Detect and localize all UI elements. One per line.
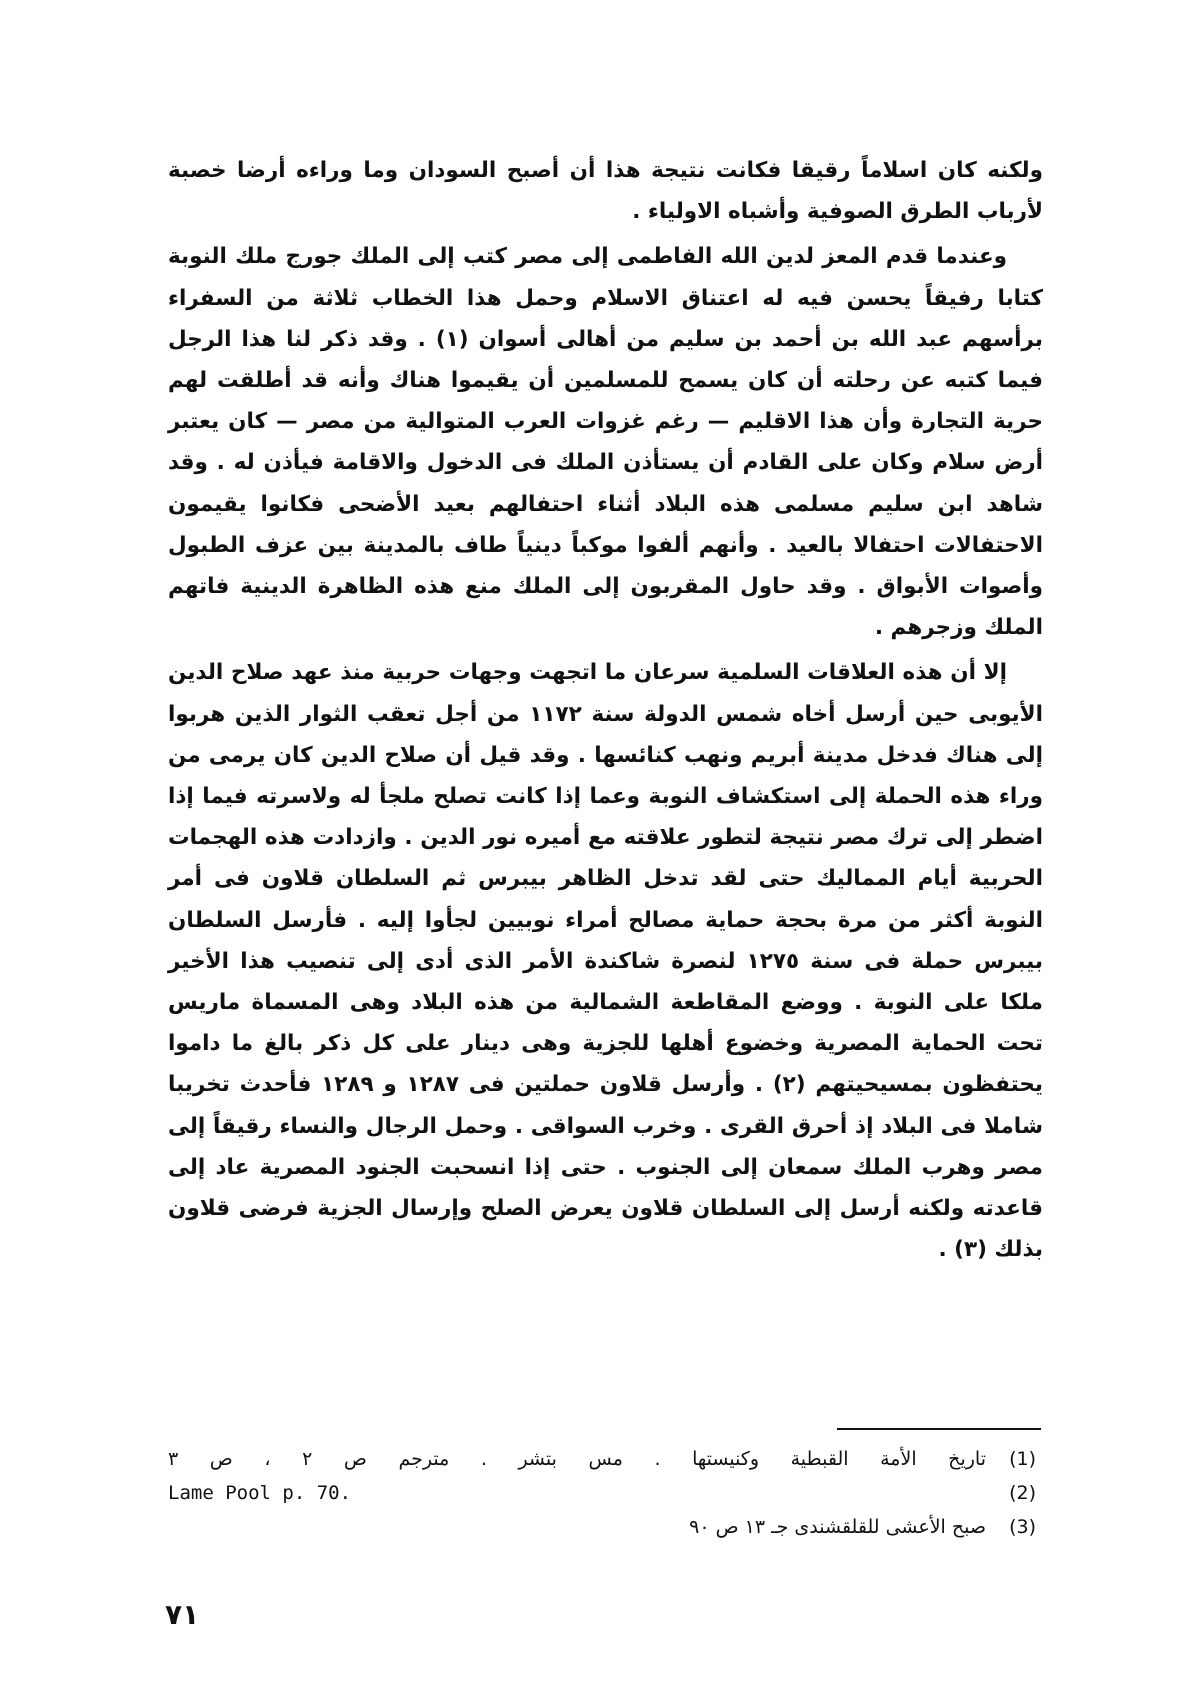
main-text [168,150,1043,1270]
footnote-text: Lame Pool p. 70. [168,1482,352,1504]
footnote [168,1510,1036,1544]
footnote [168,1476,1036,1510]
footnote-number: (3) [1009,1516,1036,1538]
footnote [168,1442,1036,1476]
paragraph: إلا أن هذه العلاقات السلمية سرعان ما اتجهت وجهات حربية منذ عهد صلاح الدين الأيوبى حين أرسل أخاه شمس الدولة سنة ١١٧٢ من أجل تعقب الثوار الذين هربوا إلى هناك فدخل مدينة أبريم ونهب كنائسها . وقد قيل أن صلاح الدين كان يرمى من وراء هذه الحملة إلى استكشاف النوبة وعما إذا كانت تصلح ملجأ له ولاسرته فيما إذا اضطر إلى ترك مصر نتيجة لتطور علاقته مع أميره نور الدين . وازدادت هذه الهجمات الحربية أيام المماليك حتى لقد تدخل الظاهر بيبرس ثم السلطان قلاون فى أمر النوبة أكثر من مرة بحجة حماية مصالح أمراء نوبيين لجأوا إليه . فأرسل السلطان بيبرس حملة فى سنة ١٢٧٥ لنصرة شاكندة الأمر الذى أدى إلى تنصيب هذا الأخير ملكا على النوبة . ووضع المقاطعة الشمالية من هذه البلاد وهى المسماة ماريس تحت الحماية المصرية وخضوع أهلها للجزية وهى دينار على كل ذكر بالغ ما داموا يحتفظون بمسيحيتهم (٢) . وأرسل قلاون حملتين فى ١٢٨٧ و ١٢٨٩ فأحدث تخريبا شاملا فى البلاد إذ أحرق القرى . وخرب السواقى . وحمل الرجال والنساء رقيقاً إلى مصر وهرب الملك سمعان إلى الجنوب . حتى إذا انسحبت الجنود المصرية عاد إلى قاعدته ولكنه أرسل إلى السلطان قلاون يعرض الصلح وإرسال الجزية فرضى قلاون بذلك (٣) . [168,660,1043,1263]
footnote-number: (2) [1009,1482,1036,1504]
footnotes [168,1442,1036,1544]
footnote-text: تاريخ الأمة القبطية وكنيستها . مس بتشر . مترجم ص ٢ ، ص ٣ [168,1448,986,1470]
footnote-number: (1) [1009,1448,1036,1470]
paragraph: وعندما قدم المعز لدين الله الفاطمى إلى مصر كتب إلى الملك جورج ملك النوبة كتابا رفيقاً يحسن فيه له اعتناق الاسلام وحمل هذا الخطاب ثلاثة من السفراء برأسهم عبد الله بن أحمد بن سليم من أهالى أسوان (١) . وقد ذكر لنا هذا الرجل فيما كتبه عن رحلته أن كان يسمح للمسلمين أن يقيموا هناك وأنه قد أطلقت لهم حرية التجارة وأن هذا الاقليم — رغم غزوات العرب المتوالية من مصر — كان يعتبر أرض سلام وكان على القادم أن يستأذن الملك فى الدخول والاقامة فيأذن له . وقد شاهد ابن سليم مسلمى هذه البلاد أثناء احتفالهم بعيد الأضحى فكانوا يقيمون الاحتفالات احتفالا بالعيد . وأنهم ألفوا موكباً دينياً طاف بالمدينة بين عزف الطبول وأصوات الأبواق . وقد حاول المقربون إلى الملك منع هذه الظاهرة الدينية فاتهم الملك وزجرهم . [168,244,1043,641]
page-number: ٧١ [165,1598,200,1631]
footnote-text: صبح الأعشى للقلقشندى جـ ١٣ ص ٩٠ [689,1516,986,1538]
footnote-separator [837,1428,1041,1430]
paragraph: ولكنه كان اسلاماً رقيقا فكانت نتيجة هذا أن أصبح السودان وما وراءه أرضا خصبة لأرباب الطرق الصوفية وأشباه الاولياء . [168,158,1043,225]
